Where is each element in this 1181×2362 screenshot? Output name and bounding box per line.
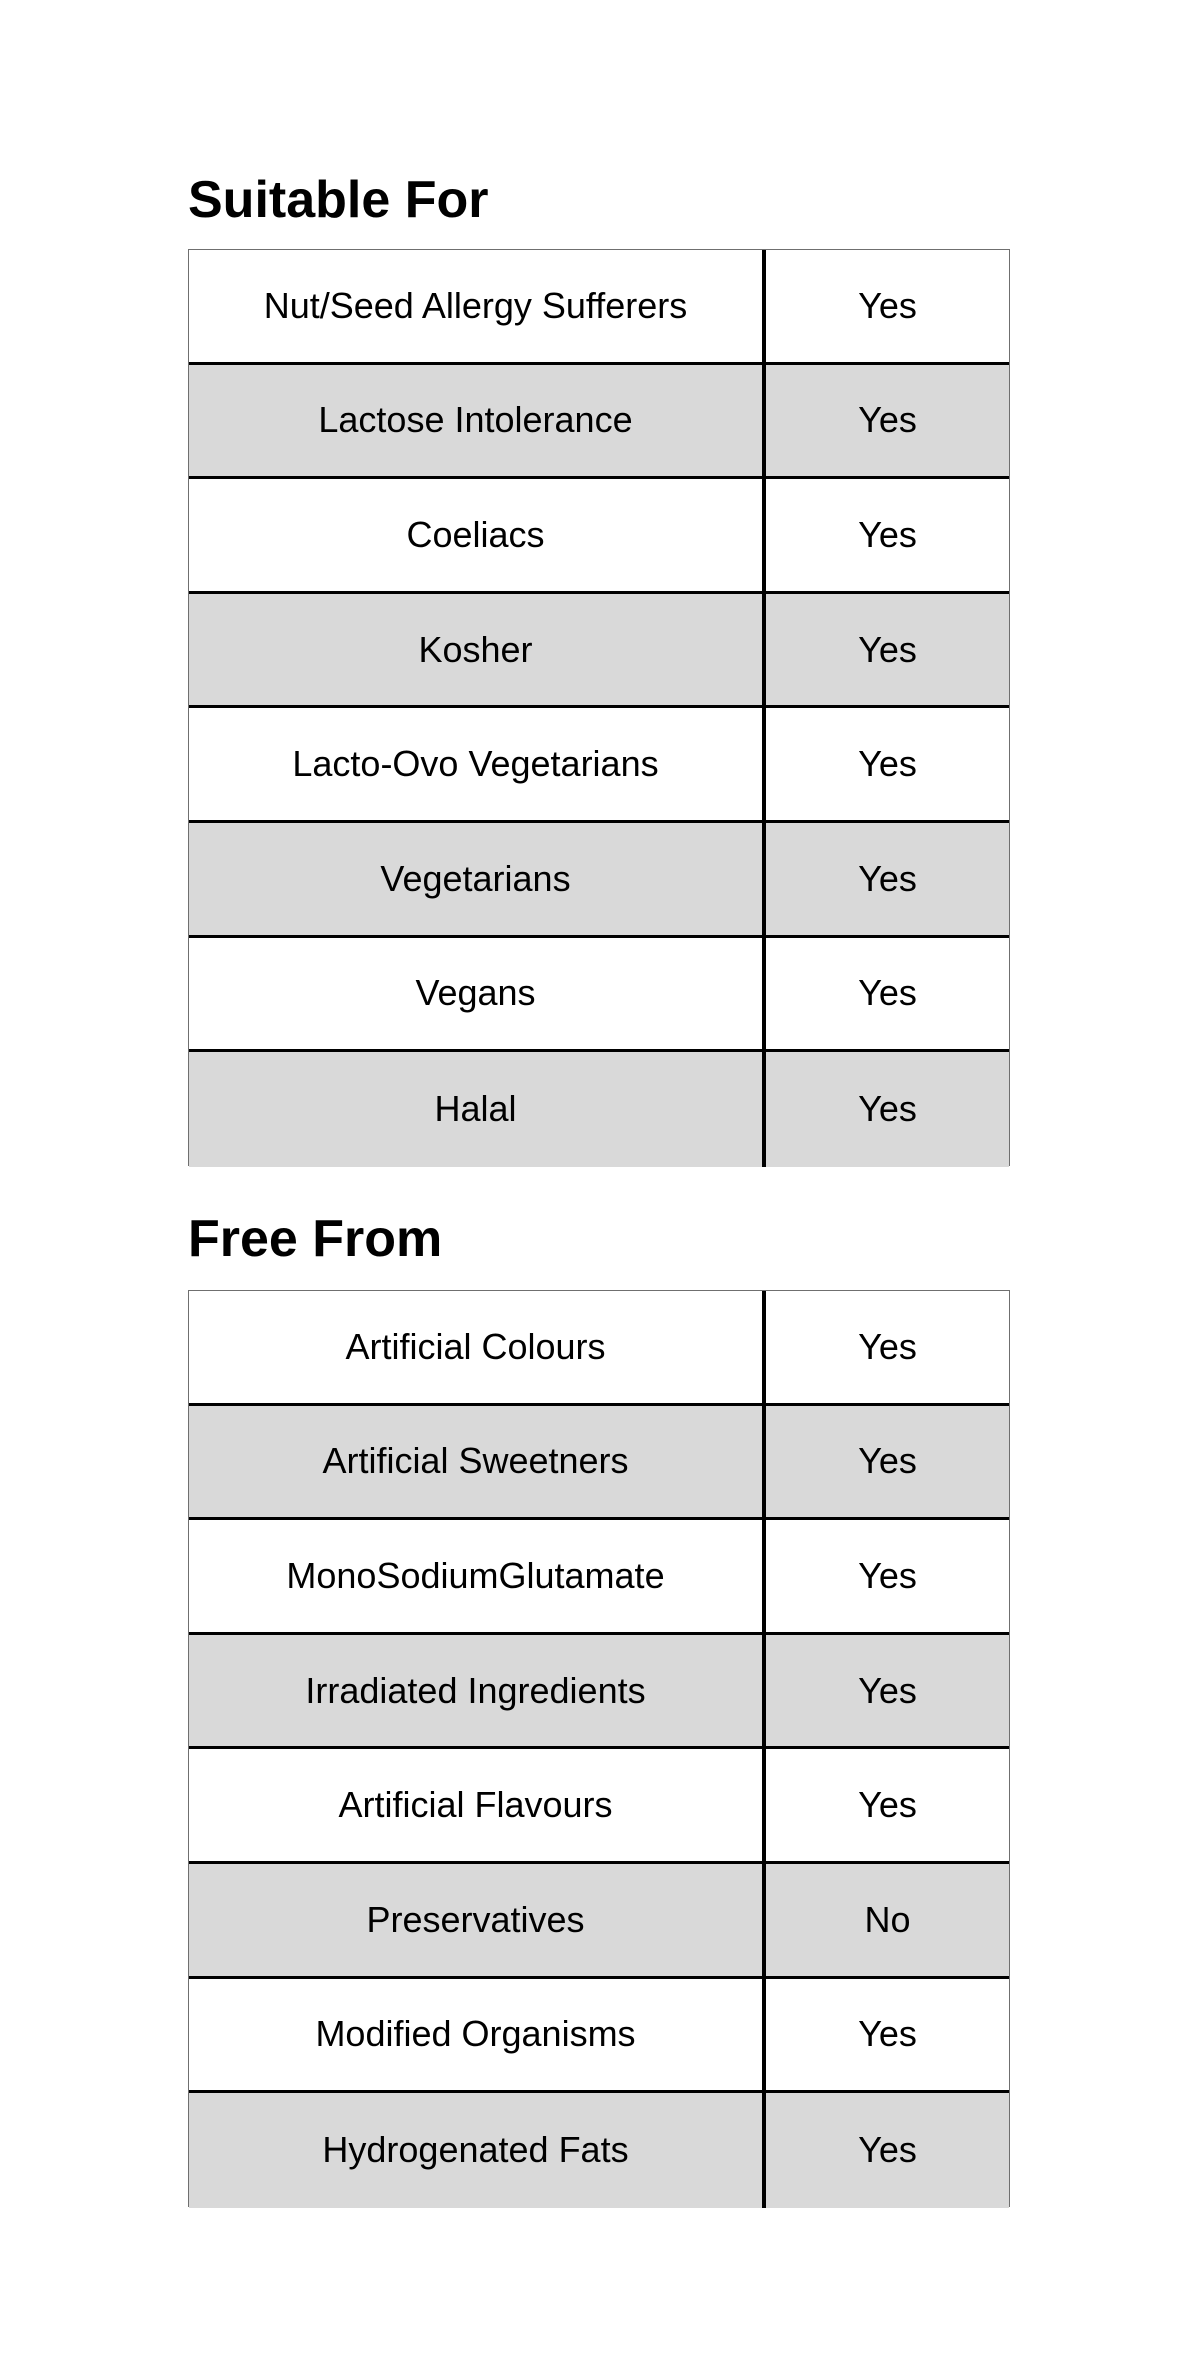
table-row xyxy=(189,594,1009,709)
table-row xyxy=(189,250,1009,365)
row-value: Yes xyxy=(858,513,917,555)
table-row xyxy=(189,938,1009,1053)
section-title-free-from: Free From xyxy=(188,1210,443,1268)
table-row xyxy=(189,708,1009,823)
table-row xyxy=(189,1979,1009,2094)
table-row xyxy=(189,1291,1009,1406)
row-value: Yes xyxy=(858,2129,917,2171)
table-row xyxy=(189,1520,1009,1635)
table-row xyxy=(189,2093,1009,2208)
row-value: Yes xyxy=(858,284,917,326)
free-from-table xyxy=(188,1290,1010,2207)
row-value: Yes xyxy=(858,857,917,899)
row-label: Hydrogenated Fats xyxy=(189,2093,766,2208)
row-label: Artificial Colours xyxy=(189,1291,766,1403)
table-row xyxy=(189,1406,1009,1521)
row-label: Artificial Sweetners xyxy=(189,1406,766,1518)
row-value: Yes xyxy=(858,1669,917,1711)
row-value: Yes xyxy=(858,1325,917,1367)
suitable-for-table xyxy=(188,249,1010,1166)
row-label: Vegans xyxy=(189,938,766,1050)
row-label: Irradiated Ingredients xyxy=(189,1635,766,1747)
row-label: Kosher xyxy=(189,594,766,706)
row-value: Yes xyxy=(858,628,917,670)
row-label: Lactose Intolerance xyxy=(189,365,766,477)
row-label: MonoSodiumGlutamate xyxy=(189,1520,766,1632)
row-label: Halal xyxy=(189,1052,766,1167)
row-label: Modified Organisms xyxy=(189,1979,766,2091)
row-label: Coeliacs xyxy=(189,479,766,591)
row-label: Preservatives xyxy=(189,1864,766,1976)
row-label: Artificial Flavours xyxy=(189,1749,766,1861)
table-row xyxy=(189,479,1009,594)
row-label: Vegetarians xyxy=(189,823,766,935)
table-row xyxy=(189,365,1009,480)
table-row xyxy=(189,1635,1009,1750)
table-row xyxy=(189,1864,1009,1979)
row-value: Yes xyxy=(858,399,917,441)
table-row xyxy=(189,1052,1009,1167)
table-row xyxy=(189,823,1009,938)
row-value: Yes xyxy=(858,1088,917,1130)
row-value: Yes xyxy=(858,1554,917,1596)
table-row xyxy=(189,1749,1009,1864)
row-value: Yes xyxy=(858,972,917,1014)
row-value: No xyxy=(864,1898,911,1940)
row-value: Yes xyxy=(858,1784,917,1826)
row-value: Yes xyxy=(858,2013,917,2055)
row-label: Lacto-Ovo Vegetarians xyxy=(189,708,766,820)
row-value: Yes xyxy=(858,743,917,785)
row-value: Yes xyxy=(858,1440,917,1482)
row-label: Nut/Seed Allergy Sufferers xyxy=(189,250,766,362)
section-title-suitable-for: Suitable For xyxy=(188,171,489,229)
